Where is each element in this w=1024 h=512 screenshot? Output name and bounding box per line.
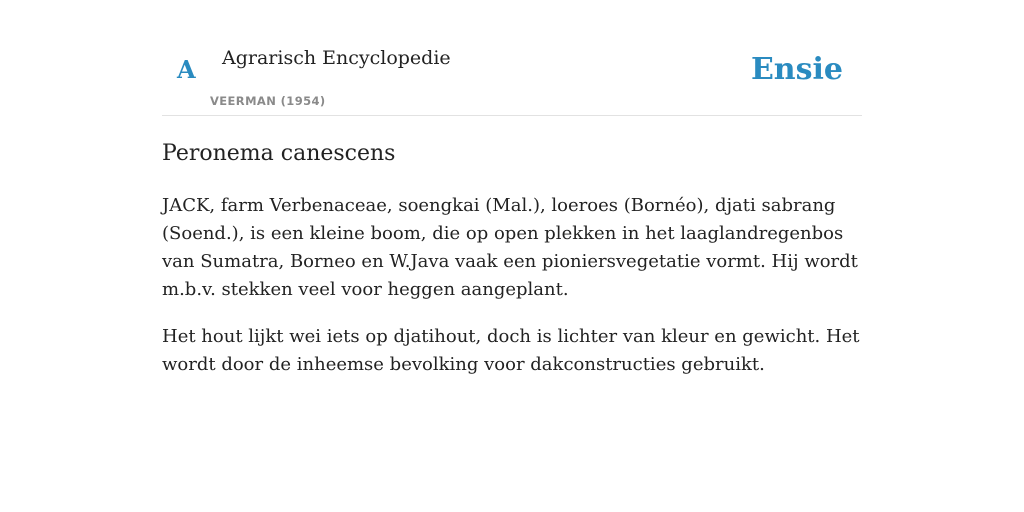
page	[162, 0, 862, 512]
encyclopedia-author: VEERMAN (1954)	[210, 94, 326, 108]
ensie-logo[interactable]: Ensie	[750, 52, 843, 87]
entry-paragraph-2: Het hout lijkt wei iets op djatihout, doch is lichter van kleur en gewicht. Het wordt door de inheemse bevolking voor dakconstructies gebruikt.	[162, 326, 860, 375]
encyclopedia-header	[162, 0, 862, 116]
entry-paragraph-1: JACK, farm Verbenaceae, soengkai (Mal.), loeroes (Bornéo), djati sabrang (Soend.), is een kleine boom, die op open plekken in het laaglandregenbos van Sumatra, Borneo en W.Java vaak een pioniersvegetatie vormt. Hij wordt m.b.v. stekken veel voor heggen aangeplant.	[162, 195, 858, 300]
entry-title: Peronema canescens	[162, 141, 396, 166]
encyclopedia-title-link[interactable]: Agrarisch Encyclopedie	[222, 47, 451, 69]
encyclopedia-letter[interactable]: A	[177, 55, 196, 84]
